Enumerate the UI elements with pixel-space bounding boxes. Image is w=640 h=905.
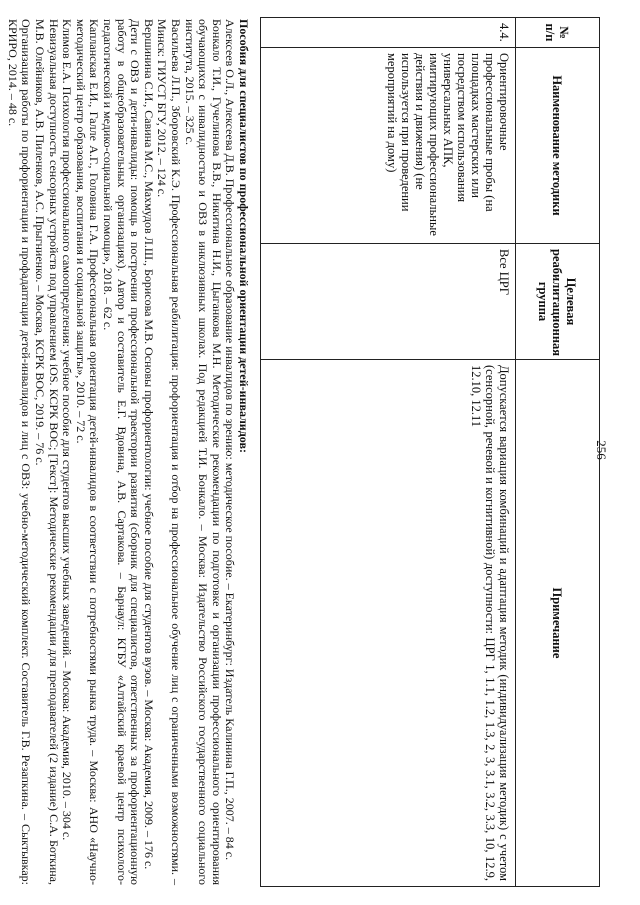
bibliography-entry: Васильева Л.П., Зборовский К.Э. Профессиональная реабилитация: профориентация и отбор на профессиональное обучение лиц с ограниченными возможностями. – Минск: ГИУСТ БГУ, 2012. – 124 с.	[155, 19, 184, 885]
bibliography-entry: Капланская Е.И., Галле А.Г., Головина Г.А. Профессиональная ориентация детей-инвалидов в соответствии с потребностями рынка труда. – Москва: АНО «Научно-методический центр образования, воспитания и социальной защиты», 2010. – 72 с.	[73, 19, 102, 885]
bibliography	[5, 19, 250, 885]
bibliography-entry: Бонкало Т.И., Гучелинова В.В., Никитина Н.И., Цыганкова М.Н. Методические рекомендации по подготовке и организации профессионального ориентирования обучающихся с инвалидностью и ОВЗ в инклюзивных школах. Под редакцией Т.И. Бонкало. – Москва: Издательство Российского государственного социального института, 2015. – 325 с.	[182, 19, 224, 885]
table-header-row	[516, 18, 600, 887]
bibliography-entry: Вершинина С.И., Савина М.С., Махмудов Л.Ш., Борисова М.В. Основы профориентологии: учебное пособие для студентов вузов. – Москва: Академия, 2009. – 176 с.	[141, 19, 156, 870]
bibliography-heading: Пособия для специалистов по профессиональной ориентации детей-инвалидов:	[237, 19, 251, 453]
rotated-page-content	[5, 17, 600, 887]
row-method-name: Ориентировочные профессиональные пробы (на площадках мастерских или посредством использования универсальных АПК, имитирующих профессиональные действия и движения) (не используется при проведении мероприятий на дому)	[261, 48, 516, 244]
header-note: Примечание	[516, 360, 600, 887]
bibliography-entry: Алексеев О.Л., Алексеева Д.В. Профессиональное образование инвалидов по зрению: методическое пособие. – Екатеринбург: Издатель Калинина Г.П., 2007. – 84 с.	[223, 19, 238, 861]
header-target-group: Целевая реабилитационная группа	[516, 244, 600, 360]
methods-table	[260, 17, 600, 887]
row-target-group: Все ЦРГ	[261, 244, 516, 360]
header-number: № п/п	[516, 18, 600, 48]
bibliography-entry: Климов Е.А. Психология профессионального самоопределения: учебное пособие для студентов высших учебных заведений. – Москва: Академия, 2010. – 304 с.	[60, 19, 75, 841]
row-note: Допускается вариация комбинаций и адаптация методик (индивидуализация методик) с учетом (сенсорной, речевой и когнитивной) доступности: ЦРГ 1, 1.1, 1.2, 1.3, 2, 3, 3.1, 3.2, 3.3, 10, 12.9, 12.10, 12.11	[261, 360, 516, 887]
page-number: 256	[594, 440, 609, 460]
header-method-name: Наименование методики	[516, 48, 600, 244]
bibliography-entry: Невизуальная доступность сенсорных устройств под управлением iOS. КСРК ВОС; [Текст]: Методические рекомендации для преподавателей (2 издание) С.А. Боткина, М.В. Олейников, А.В. Пиленков, А.С. Прыгниенко. – Москва, КСРК ВОС, 2019. – 76 с.	[33, 19, 61, 885]
table-row	[261, 18, 516, 887]
row-number: 4.4.	[261, 18, 516, 48]
bibliography-entry: Организация работы по профориентации и профадаптации детей-инвалидов и лиц с ОВЗ: учебно-методический комплект. Составитель Г.В. Резапкина. – Сыктывкар: КРИРО, 2014. – 48 с.	[5, 19, 34, 885]
bibliography-entry: Дети с ОВЗ и дети-инвалиды: помощь в построении профессиональной траектории развития (сборник для специалистов, ответственных за профориентационную работу в общеобразовательных организациях). Автор и составитель Е.Г. Вдовина, А.В. Сартакова. – Барнаул: КГБУ «Алтайский краевой центр психолого-педагогической и медико-социальной помощи», 2018. – 62 с.	[101, 19, 143, 885]
